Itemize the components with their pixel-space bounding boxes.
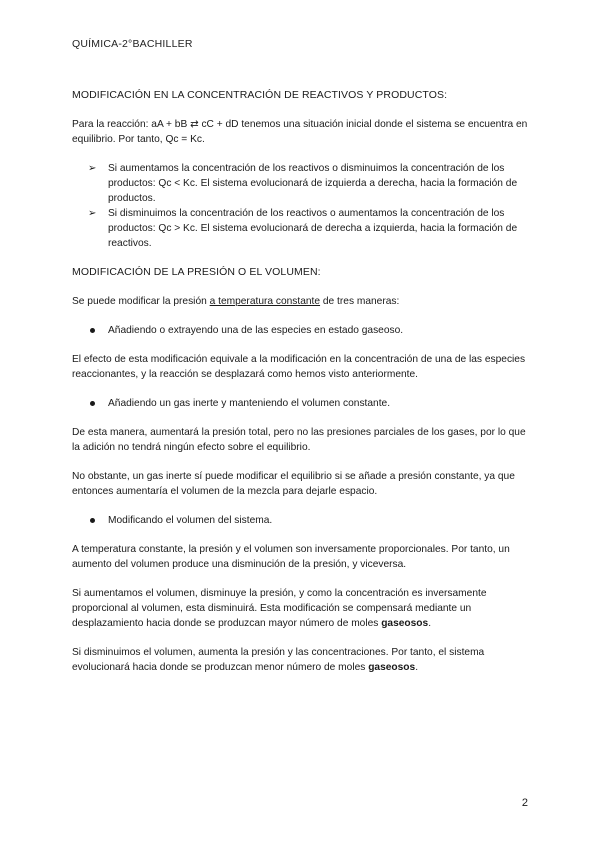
paragraph-inert-gas-constant-pressure: No obstante, un gas inerte sí puede modificar el equilibrio si se añade a presión constante, ya que entonces aumentaría el volumen de la mezcla para dejarle espacio. — [72, 471, 515, 497]
paragraph-effect: El efecto de esta modificación equivale a la modificación en la concentración de una de las especies reaccionantes, y la reacción se desplazará como hemos visto anteriormente. — [72, 354, 526, 380]
arrow-bullet-icon: ➢ — [88, 163, 97, 174]
section-heading-pressure: MODIFICACIÓN DE LA PRESIÓN O EL VOLUMEN: — [72, 266, 321, 278]
paragraph-text: Si aumentamos el volumen, disminuye la presión, y como la concentración es inversamente proporcional al volumen, esta disminuirá. Esta modificación se compensará mediante un desplazamiento hacia donde se produzcan mayor número de moles — [72, 588, 487, 629]
reaction-intro-paragraph: Para la reacción: aA + bB ⇄ cC + dD tenemos una situación inicial donde el sistema se encuentra en equilibrio. Por tanto, Qc = Kc. — [72, 119, 528, 145]
paragraph-text-end: . — [415, 662, 419, 673]
paragraph-decrease-volume — [72, 645, 532, 675]
page-header: QUÍMICA-2°BACHILLER — [72, 38, 193, 50]
pressure-intro-paragraph — [72, 294, 532, 309]
bullet-text: Añadiendo un gas inerte y manteniendo el volumen constante. — [108, 398, 391, 409]
intro-text-end: de tres maneras: — [320, 296, 400, 307]
paragraph-total-pressure: De esta manera, aumentará la presión total, pero no las presiones parciales de los gases, por lo que la adición no tendrá ningún efecto sobre el equilibrio. — [72, 427, 526, 453]
list-item-text: Si disminuimos la concentración de los reactivos o aumentamos la concentración de los productos: Qc > Kc. El sistema evolucionará de derecha a izquierda, hacia la formación de reactivos. — [108, 208, 518, 249]
paragraph-text: Si disminuimos el volumen, aumenta la presión y las concentraciones. Por tanto, el sistema evolucionará hacia donde se produzcan menor número de moles — [72, 647, 485, 673]
list-item-text: Si aumentamos la concentración de los reactivos o disminuimos la concentración de los productos: Qc < Kc. El sistema evolucionará de izquierda a derecha, hacia la formación de productos. — [108, 163, 518, 204]
bold-word: gaseosos — [381, 618, 429, 629]
concentration-cases-list — [72, 161, 532, 251]
bullet-item-add-remove-gas — [72, 323, 532, 338]
paragraph-increase-volume — [72, 586, 532, 631]
underlined-phrase: a temperatura constante — [209, 296, 321, 307]
paragraph-inverse-proportion: A temperatura constante, la presión y el volumen son inversamente proporcionales. Por tanto, un aumento del volumen produce una disminución de la presión, y viceversa. — [72, 544, 510, 570]
bullet-item-inert-gas — [72, 396, 532, 411]
intro-text: Se puede modificar la presión — [72, 296, 210, 307]
bullet-item-volume — [72, 513, 532, 528]
list-item — [72, 206, 532, 251]
bullet-dot-icon — [90, 328, 95, 333]
document-body — [72, 88, 532, 689]
paragraph-text-end: . — [428, 618, 432, 629]
bullet-dot-icon — [90, 401, 95, 406]
bold-word: gaseosos — [368, 662, 416, 673]
section-heading-concentration: MODIFICACIÓN EN LA CONCENTRACIÓN DE REACTIVOS Y PRODUCTOS: — [72, 89, 448, 101]
list-item — [72, 161, 532, 206]
bullet-dot-icon — [90, 518, 95, 523]
bullet-text: Modificando el volumen del sistema. — [108, 515, 273, 526]
page-number: 2 — [521, 797, 528, 809]
bullet-text: Añadiendo o extrayendo una de las especies en estado gaseoso. — [108, 325, 404, 336]
arrow-bullet-icon: ➢ — [88, 208, 97, 219]
